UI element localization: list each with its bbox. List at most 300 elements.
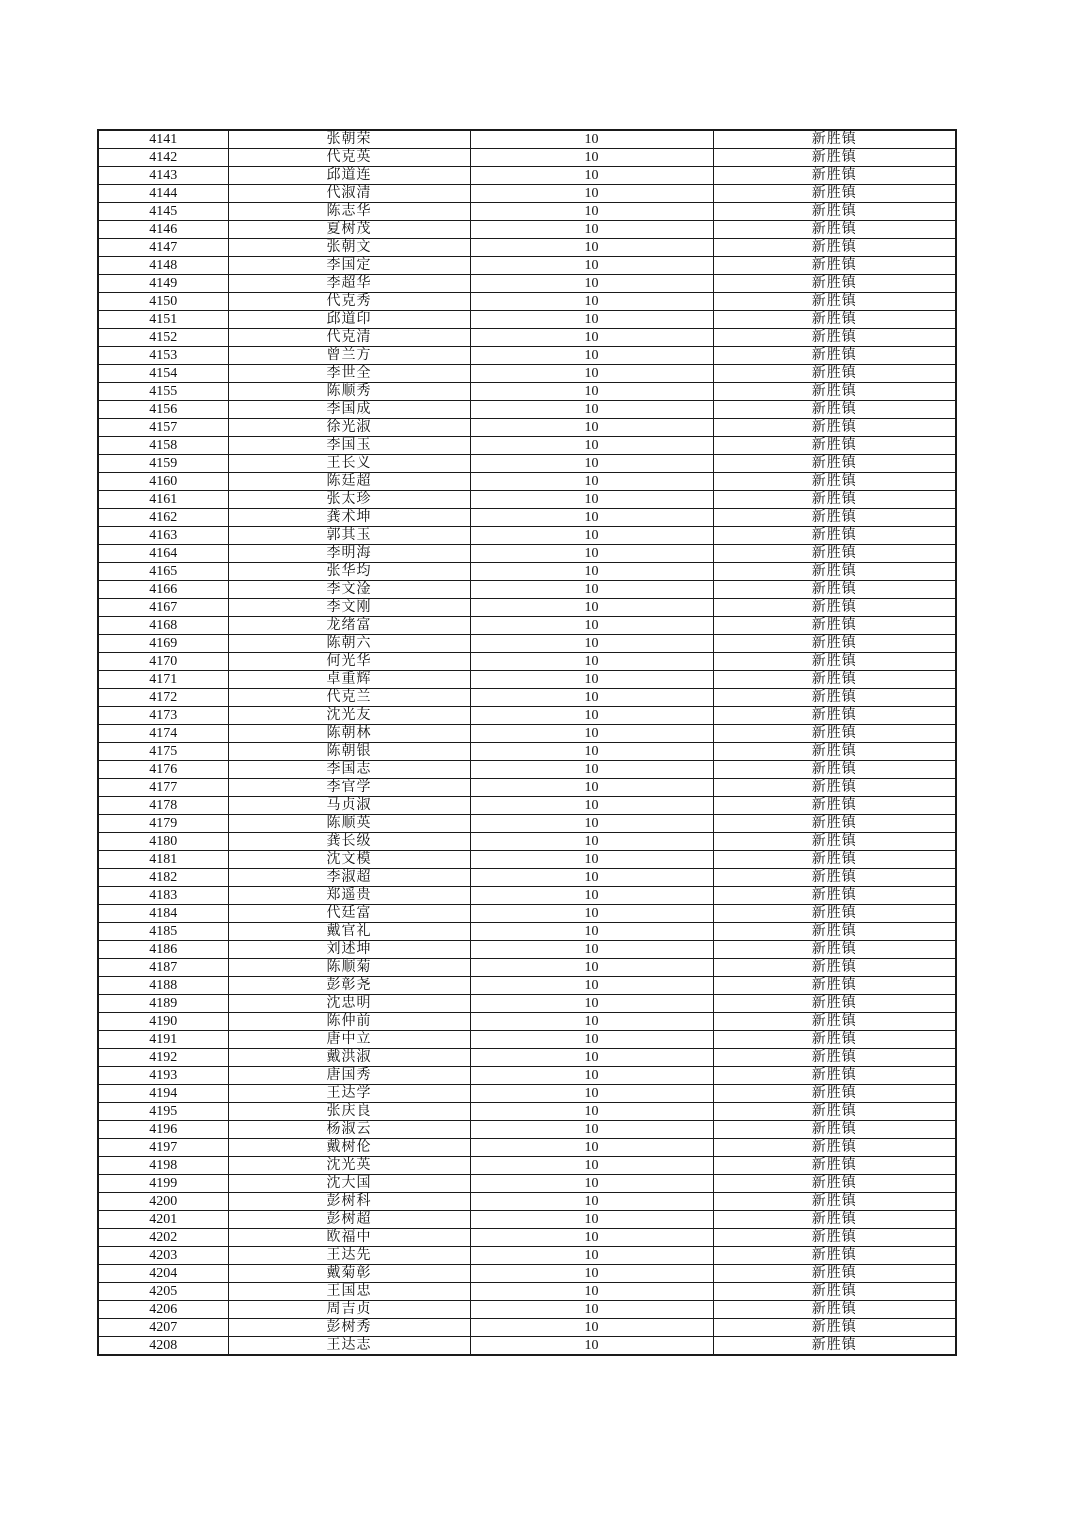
row-number-cell: 4208 [98, 1337, 228, 1356]
town-cell: 新胜镇 [713, 221, 956, 239]
town-cell: 新胜镇 [713, 707, 956, 725]
town-cell: 新胜镇 [713, 653, 956, 671]
person-name-cell: 李淑超 [228, 869, 470, 887]
row-number-cell: 4187 [98, 959, 228, 977]
person-name-cell: 李官学 [228, 779, 470, 797]
person-name-cell: 陈朝银 [228, 743, 470, 761]
person-name-cell: 卓重辉 [228, 671, 470, 689]
table-row [98, 401, 956, 419]
row-number-cell: 4204 [98, 1265, 228, 1283]
town-cell: 新胜镇 [713, 1211, 956, 1229]
table-row [98, 599, 956, 617]
person-name-cell: 唐中立 [228, 1031, 470, 1049]
town-cell: 新胜镇 [713, 1049, 956, 1067]
town-cell: 新胜镇 [713, 1301, 956, 1319]
row-number-cell: 4166 [98, 581, 228, 599]
table-row [98, 509, 956, 527]
row-number-cell: 4179 [98, 815, 228, 833]
person-name-cell: 龚长级 [228, 833, 470, 851]
town-cell: 新胜镇 [713, 455, 956, 473]
amount-cell: 10 [470, 1265, 713, 1283]
amount-cell: 10 [470, 1193, 713, 1211]
amount-cell: 10 [470, 527, 713, 545]
town-cell: 新胜镇 [713, 1319, 956, 1337]
table-row [98, 1013, 956, 1031]
town-cell: 新胜镇 [713, 1337, 956, 1356]
row-number-cell: 4164 [98, 545, 228, 563]
town-cell: 新胜镇 [713, 1193, 956, 1211]
row-number-cell: 4203 [98, 1247, 228, 1265]
row-number-cell: 4180 [98, 833, 228, 851]
table-row [98, 257, 956, 275]
person-name-cell: 戴树伦 [228, 1139, 470, 1157]
person-name-cell: 陈廷超 [228, 473, 470, 491]
town-cell: 新胜镇 [713, 797, 956, 815]
row-number-cell: 4150 [98, 293, 228, 311]
town-cell: 新胜镇 [713, 941, 956, 959]
table-row [98, 707, 956, 725]
town-cell: 新胜镇 [713, 743, 956, 761]
amount-cell: 10 [470, 635, 713, 653]
person-name-cell: 代克清 [228, 329, 470, 347]
table-row [98, 329, 956, 347]
amount-cell: 10 [470, 743, 713, 761]
person-name-cell: 陈朝六 [228, 635, 470, 653]
amount-cell: 10 [470, 1337, 713, 1356]
table-row [98, 1175, 956, 1193]
person-name-cell: 陈志华 [228, 203, 470, 221]
town-cell: 新胜镇 [713, 905, 956, 923]
town-cell: 新胜镇 [713, 779, 956, 797]
town-cell: 新胜镇 [713, 869, 956, 887]
row-number-cell: 4176 [98, 761, 228, 779]
person-name-cell: 李文淦 [228, 581, 470, 599]
amount-cell: 10 [470, 239, 713, 257]
amount-cell: 10 [470, 329, 713, 347]
town-cell: 新胜镇 [713, 851, 956, 869]
amount-cell: 10 [470, 1031, 713, 1049]
amount-cell: 10 [470, 311, 713, 329]
row-number-cell: 4156 [98, 401, 228, 419]
person-name-cell: 王达学 [228, 1085, 470, 1103]
amount-cell: 10 [470, 1139, 713, 1157]
person-name-cell: 杨淑云 [228, 1121, 470, 1139]
row-number-cell: 4167 [98, 599, 228, 617]
amount-cell: 10 [470, 995, 713, 1013]
town-cell: 新胜镇 [713, 1085, 956, 1103]
town-cell: 新胜镇 [713, 419, 956, 437]
person-name-cell: 代克兰 [228, 689, 470, 707]
person-name-cell: 欧福中 [228, 1229, 470, 1247]
person-name-cell: 郭其玉 [228, 527, 470, 545]
table-row [98, 833, 956, 851]
person-name-cell: 彭树秀 [228, 1319, 470, 1337]
amount-cell: 10 [470, 1319, 713, 1337]
row-number-cell: 4191 [98, 1031, 228, 1049]
town-cell: 新胜镇 [713, 1157, 956, 1175]
row-number-cell: 4206 [98, 1301, 228, 1319]
table-row [98, 293, 956, 311]
amount-cell: 10 [470, 473, 713, 491]
row-number-cell: 4201 [98, 1211, 228, 1229]
town-cell: 新胜镇 [713, 1121, 956, 1139]
table-row [98, 383, 956, 401]
table-row [98, 635, 956, 653]
person-name-cell: 何光华 [228, 653, 470, 671]
town-cell: 新胜镇 [713, 149, 956, 167]
person-name-cell: 郑遥贵 [228, 887, 470, 905]
table-row [98, 923, 956, 941]
person-name-cell: 马贞淑 [228, 797, 470, 815]
town-cell: 新胜镇 [713, 329, 956, 347]
row-number-cell: 4202 [98, 1229, 228, 1247]
row-number-cell: 4189 [98, 995, 228, 1013]
row-number-cell: 4154 [98, 365, 228, 383]
row-number-cell: 4177 [98, 779, 228, 797]
row-number-cell: 4165 [98, 563, 228, 581]
town-cell: 新胜镇 [713, 311, 956, 329]
amount-cell: 10 [470, 815, 713, 833]
amount-cell: 10 [470, 509, 713, 527]
person-name-cell: 代淑清 [228, 185, 470, 203]
person-name-cell: 王国忠 [228, 1283, 470, 1301]
town-cell: 新胜镇 [713, 1103, 956, 1121]
person-name-cell: 陈顺秀 [228, 383, 470, 401]
person-name-cell: 唐国秀 [228, 1067, 470, 1085]
row-number-cell: 4173 [98, 707, 228, 725]
row-number-cell: 4155 [98, 383, 228, 401]
amount-cell: 10 [470, 707, 713, 725]
amount-cell: 10 [470, 130, 713, 149]
amount-cell: 10 [470, 1049, 713, 1067]
person-name-cell: 李国定 [228, 257, 470, 275]
table-row [98, 311, 956, 329]
table-row [98, 185, 956, 203]
town-cell: 新胜镇 [713, 473, 956, 491]
amount-cell: 10 [470, 563, 713, 581]
amount-cell: 10 [470, 1121, 713, 1139]
town-cell: 新胜镇 [713, 257, 956, 275]
town-cell: 新胜镇 [713, 689, 956, 707]
town-cell: 新胜镇 [713, 1229, 956, 1247]
amount-cell: 10 [470, 599, 713, 617]
table-row [98, 347, 956, 365]
amount-cell: 10 [470, 257, 713, 275]
row-number-cell: 4145 [98, 203, 228, 221]
amount-cell: 10 [470, 833, 713, 851]
table-row [98, 1319, 956, 1337]
row-number-cell: 4185 [98, 923, 228, 941]
amount-cell: 10 [470, 347, 713, 365]
amount-cell: 10 [470, 1175, 713, 1193]
amount-cell: 10 [470, 653, 713, 671]
person-name-cell: 沈光英 [228, 1157, 470, 1175]
table-row [98, 545, 956, 563]
amount-cell: 10 [470, 401, 713, 419]
person-name-cell: 徐光淑 [228, 419, 470, 437]
person-name-cell: 戴洪淑 [228, 1049, 470, 1067]
table-row [98, 1337, 956, 1356]
amount-cell: 10 [470, 167, 713, 185]
row-number-cell: 4172 [98, 689, 228, 707]
person-name-cell: 戴菊彰 [228, 1265, 470, 1283]
row-number-cell: 4158 [98, 437, 228, 455]
roster-body [98, 130, 956, 1355]
table-row [98, 1211, 956, 1229]
town-cell: 新胜镇 [713, 1031, 956, 1049]
amount-cell: 10 [470, 923, 713, 941]
town-cell: 新胜镇 [713, 1139, 956, 1157]
person-name-cell: 沈忠明 [228, 995, 470, 1013]
person-name-cell: 李国玉 [228, 437, 470, 455]
town-cell: 新胜镇 [713, 130, 956, 149]
row-number-cell: 4149 [98, 275, 228, 293]
town-cell: 新胜镇 [713, 581, 956, 599]
amount-cell: 10 [470, 1229, 713, 1247]
table-row [98, 797, 956, 815]
table-row [98, 887, 956, 905]
row-number-cell: 4141 [98, 130, 228, 149]
table-row [98, 581, 956, 599]
row-number-cell: 4205 [98, 1283, 228, 1301]
table-row [98, 149, 956, 167]
table-row [98, 221, 956, 239]
person-name-cell: 李超华 [228, 275, 470, 293]
row-number-cell: 4178 [98, 797, 228, 815]
row-number-cell: 4186 [98, 941, 228, 959]
row-number-cell: 4171 [98, 671, 228, 689]
amount-cell: 10 [470, 545, 713, 563]
row-number-cell: 4207 [98, 1319, 228, 1337]
row-number-cell: 4188 [98, 977, 228, 995]
town-cell: 新胜镇 [713, 959, 956, 977]
row-number-cell: 4168 [98, 617, 228, 635]
town-cell: 新胜镇 [713, 203, 956, 221]
town-cell: 新胜镇 [713, 527, 956, 545]
town-cell: 新胜镇 [713, 401, 956, 419]
town-cell: 新胜镇 [713, 1283, 956, 1301]
table-row [98, 455, 956, 473]
amount-cell: 10 [470, 869, 713, 887]
amount-cell: 10 [470, 851, 713, 869]
town-cell: 新胜镇 [713, 815, 956, 833]
person-name-cell: 代克秀 [228, 293, 470, 311]
person-name-cell: 王长义 [228, 455, 470, 473]
person-name-cell: 张朝荣 [228, 130, 470, 149]
town-cell: 新胜镇 [713, 1175, 956, 1193]
person-name-cell: 张太珍 [228, 491, 470, 509]
amount-cell: 10 [470, 149, 713, 167]
row-number-cell: 4152 [98, 329, 228, 347]
table-row [98, 689, 956, 707]
person-name-cell: 代廷富 [228, 905, 470, 923]
row-number-cell: 4159 [98, 455, 228, 473]
town-cell: 新胜镇 [713, 833, 956, 851]
table-row [98, 1157, 956, 1175]
table-row [98, 869, 956, 887]
town-cell: 新胜镇 [713, 1013, 956, 1031]
amount-cell: 10 [470, 491, 713, 509]
table-row [98, 130, 956, 149]
row-number-cell: 4183 [98, 887, 228, 905]
town-cell: 新胜镇 [713, 671, 956, 689]
amount-cell: 10 [470, 185, 713, 203]
row-number-cell: 4198 [98, 1157, 228, 1175]
row-number-cell: 4194 [98, 1085, 228, 1103]
amount-cell: 10 [470, 887, 713, 905]
row-number-cell: 4143 [98, 167, 228, 185]
table-row [98, 815, 956, 833]
amount-cell: 10 [470, 437, 713, 455]
table-row [98, 725, 956, 743]
person-name-cell: 沈大国 [228, 1175, 470, 1193]
amount-cell: 10 [470, 941, 713, 959]
person-name-cell: 沈光友 [228, 707, 470, 725]
table-row [98, 743, 956, 761]
table-row [98, 1283, 956, 1301]
table-row [98, 491, 956, 509]
town-cell: 新胜镇 [713, 617, 956, 635]
town-cell: 新胜镇 [713, 995, 956, 1013]
person-name-cell: 彭树科 [228, 1193, 470, 1211]
table-row [98, 851, 956, 869]
amount-cell: 10 [470, 275, 713, 293]
town-cell: 新胜镇 [713, 383, 956, 401]
town-cell: 新胜镇 [713, 1067, 956, 1085]
town-cell: 新胜镇 [713, 347, 956, 365]
table-row [98, 1247, 956, 1265]
amount-cell: 10 [470, 1211, 713, 1229]
row-number-cell: 4197 [98, 1139, 228, 1157]
table-row [98, 167, 956, 185]
amount-cell: 10 [470, 959, 713, 977]
amount-cell: 10 [470, 1301, 713, 1319]
town-cell: 新胜镇 [713, 887, 956, 905]
amount-cell: 10 [470, 1247, 713, 1265]
amount-cell: 10 [470, 383, 713, 401]
table-row [98, 1265, 956, 1283]
table-row [98, 671, 956, 689]
person-name-cell: 曾兰方 [228, 347, 470, 365]
table-row [98, 365, 956, 383]
table-row [98, 203, 956, 221]
table-row [98, 617, 956, 635]
table-row [98, 995, 956, 1013]
amount-cell: 10 [470, 671, 713, 689]
row-number-cell: 4195 [98, 1103, 228, 1121]
person-name-cell: 张朝文 [228, 239, 470, 257]
row-number-cell: 4192 [98, 1049, 228, 1067]
town-cell: 新胜镇 [713, 761, 956, 779]
amount-cell: 10 [470, 1067, 713, 1085]
amount-cell: 10 [470, 1085, 713, 1103]
person-name-cell: 邱道印 [228, 311, 470, 329]
amount-cell: 10 [470, 797, 713, 815]
town-cell: 新胜镇 [713, 275, 956, 293]
table-row [98, 653, 956, 671]
person-name-cell: 周吉贞 [228, 1301, 470, 1319]
table-row [98, 1085, 956, 1103]
person-name-cell: 张庆良 [228, 1103, 470, 1121]
table-row [98, 1103, 956, 1121]
table-row [98, 275, 956, 293]
table-row [98, 437, 956, 455]
row-number-cell: 4146 [98, 221, 228, 239]
row-number-cell: 4153 [98, 347, 228, 365]
amount-cell: 10 [470, 725, 713, 743]
person-name-cell: 夏树茂 [228, 221, 470, 239]
town-cell: 新胜镇 [713, 365, 956, 383]
amount-cell: 10 [470, 977, 713, 995]
amount-cell: 10 [470, 761, 713, 779]
row-number-cell: 4199 [98, 1175, 228, 1193]
amount-cell: 10 [470, 455, 713, 473]
table-row [98, 1067, 956, 1085]
town-cell: 新胜镇 [713, 491, 956, 509]
town-cell: 新胜镇 [713, 923, 956, 941]
person-name-cell: 陈顺菊 [228, 959, 470, 977]
roster-table [97, 129, 957, 1356]
person-name-cell: 彭树超 [228, 1211, 470, 1229]
person-name-cell: 李世全 [228, 365, 470, 383]
person-name-cell: 沈文模 [228, 851, 470, 869]
person-name-cell: 王达志 [228, 1337, 470, 1356]
row-number-cell: 4181 [98, 851, 228, 869]
person-name-cell: 陈朝林 [228, 725, 470, 743]
table-row [98, 1049, 956, 1067]
town-cell: 新胜镇 [713, 293, 956, 311]
row-number-cell: 4170 [98, 653, 228, 671]
amount-cell: 10 [470, 1157, 713, 1175]
town-cell: 新胜镇 [713, 599, 956, 617]
row-number-cell: 4175 [98, 743, 228, 761]
town-cell: 新胜镇 [713, 437, 956, 455]
town-cell: 新胜镇 [713, 239, 956, 257]
table-row [98, 419, 956, 437]
row-number-cell: 4174 [98, 725, 228, 743]
town-cell: 新胜镇 [713, 509, 956, 527]
table-row [98, 977, 956, 995]
row-number-cell: 4190 [98, 1013, 228, 1031]
town-cell: 新胜镇 [713, 1265, 956, 1283]
row-number-cell: 4142 [98, 149, 228, 167]
town-cell: 新胜镇 [713, 977, 956, 995]
person-name-cell: 彭彰尧 [228, 977, 470, 995]
table-row [98, 473, 956, 491]
town-cell: 新胜镇 [713, 563, 956, 581]
table-row [98, 1229, 956, 1247]
row-number-cell: 4147 [98, 239, 228, 257]
row-number-cell: 4148 [98, 257, 228, 275]
amount-cell: 10 [470, 581, 713, 599]
row-number-cell: 4161 [98, 491, 228, 509]
person-name-cell: 陈顺英 [228, 815, 470, 833]
table-row [98, 1139, 956, 1157]
town-cell: 新胜镇 [713, 725, 956, 743]
amount-cell: 10 [470, 779, 713, 797]
table-row [98, 1121, 956, 1139]
row-number-cell: 4184 [98, 905, 228, 923]
person-name-cell: 王达先 [228, 1247, 470, 1265]
town-cell: 新胜镇 [713, 635, 956, 653]
person-name-cell: 张华均 [228, 563, 470, 581]
amount-cell: 10 [470, 1103, 713, 1121]
row-number-cell: 4160 [98, 473, 228, 491]
person-name-cell: 代克英 [228, 149, 470, 167]
person-name-cell: 龙绪富 [228, 617, 470, 635]
town-cell: 新胜镇 [713, 167, 956, 185]
amount-cell: 10 [470, 689, 713, 707]
